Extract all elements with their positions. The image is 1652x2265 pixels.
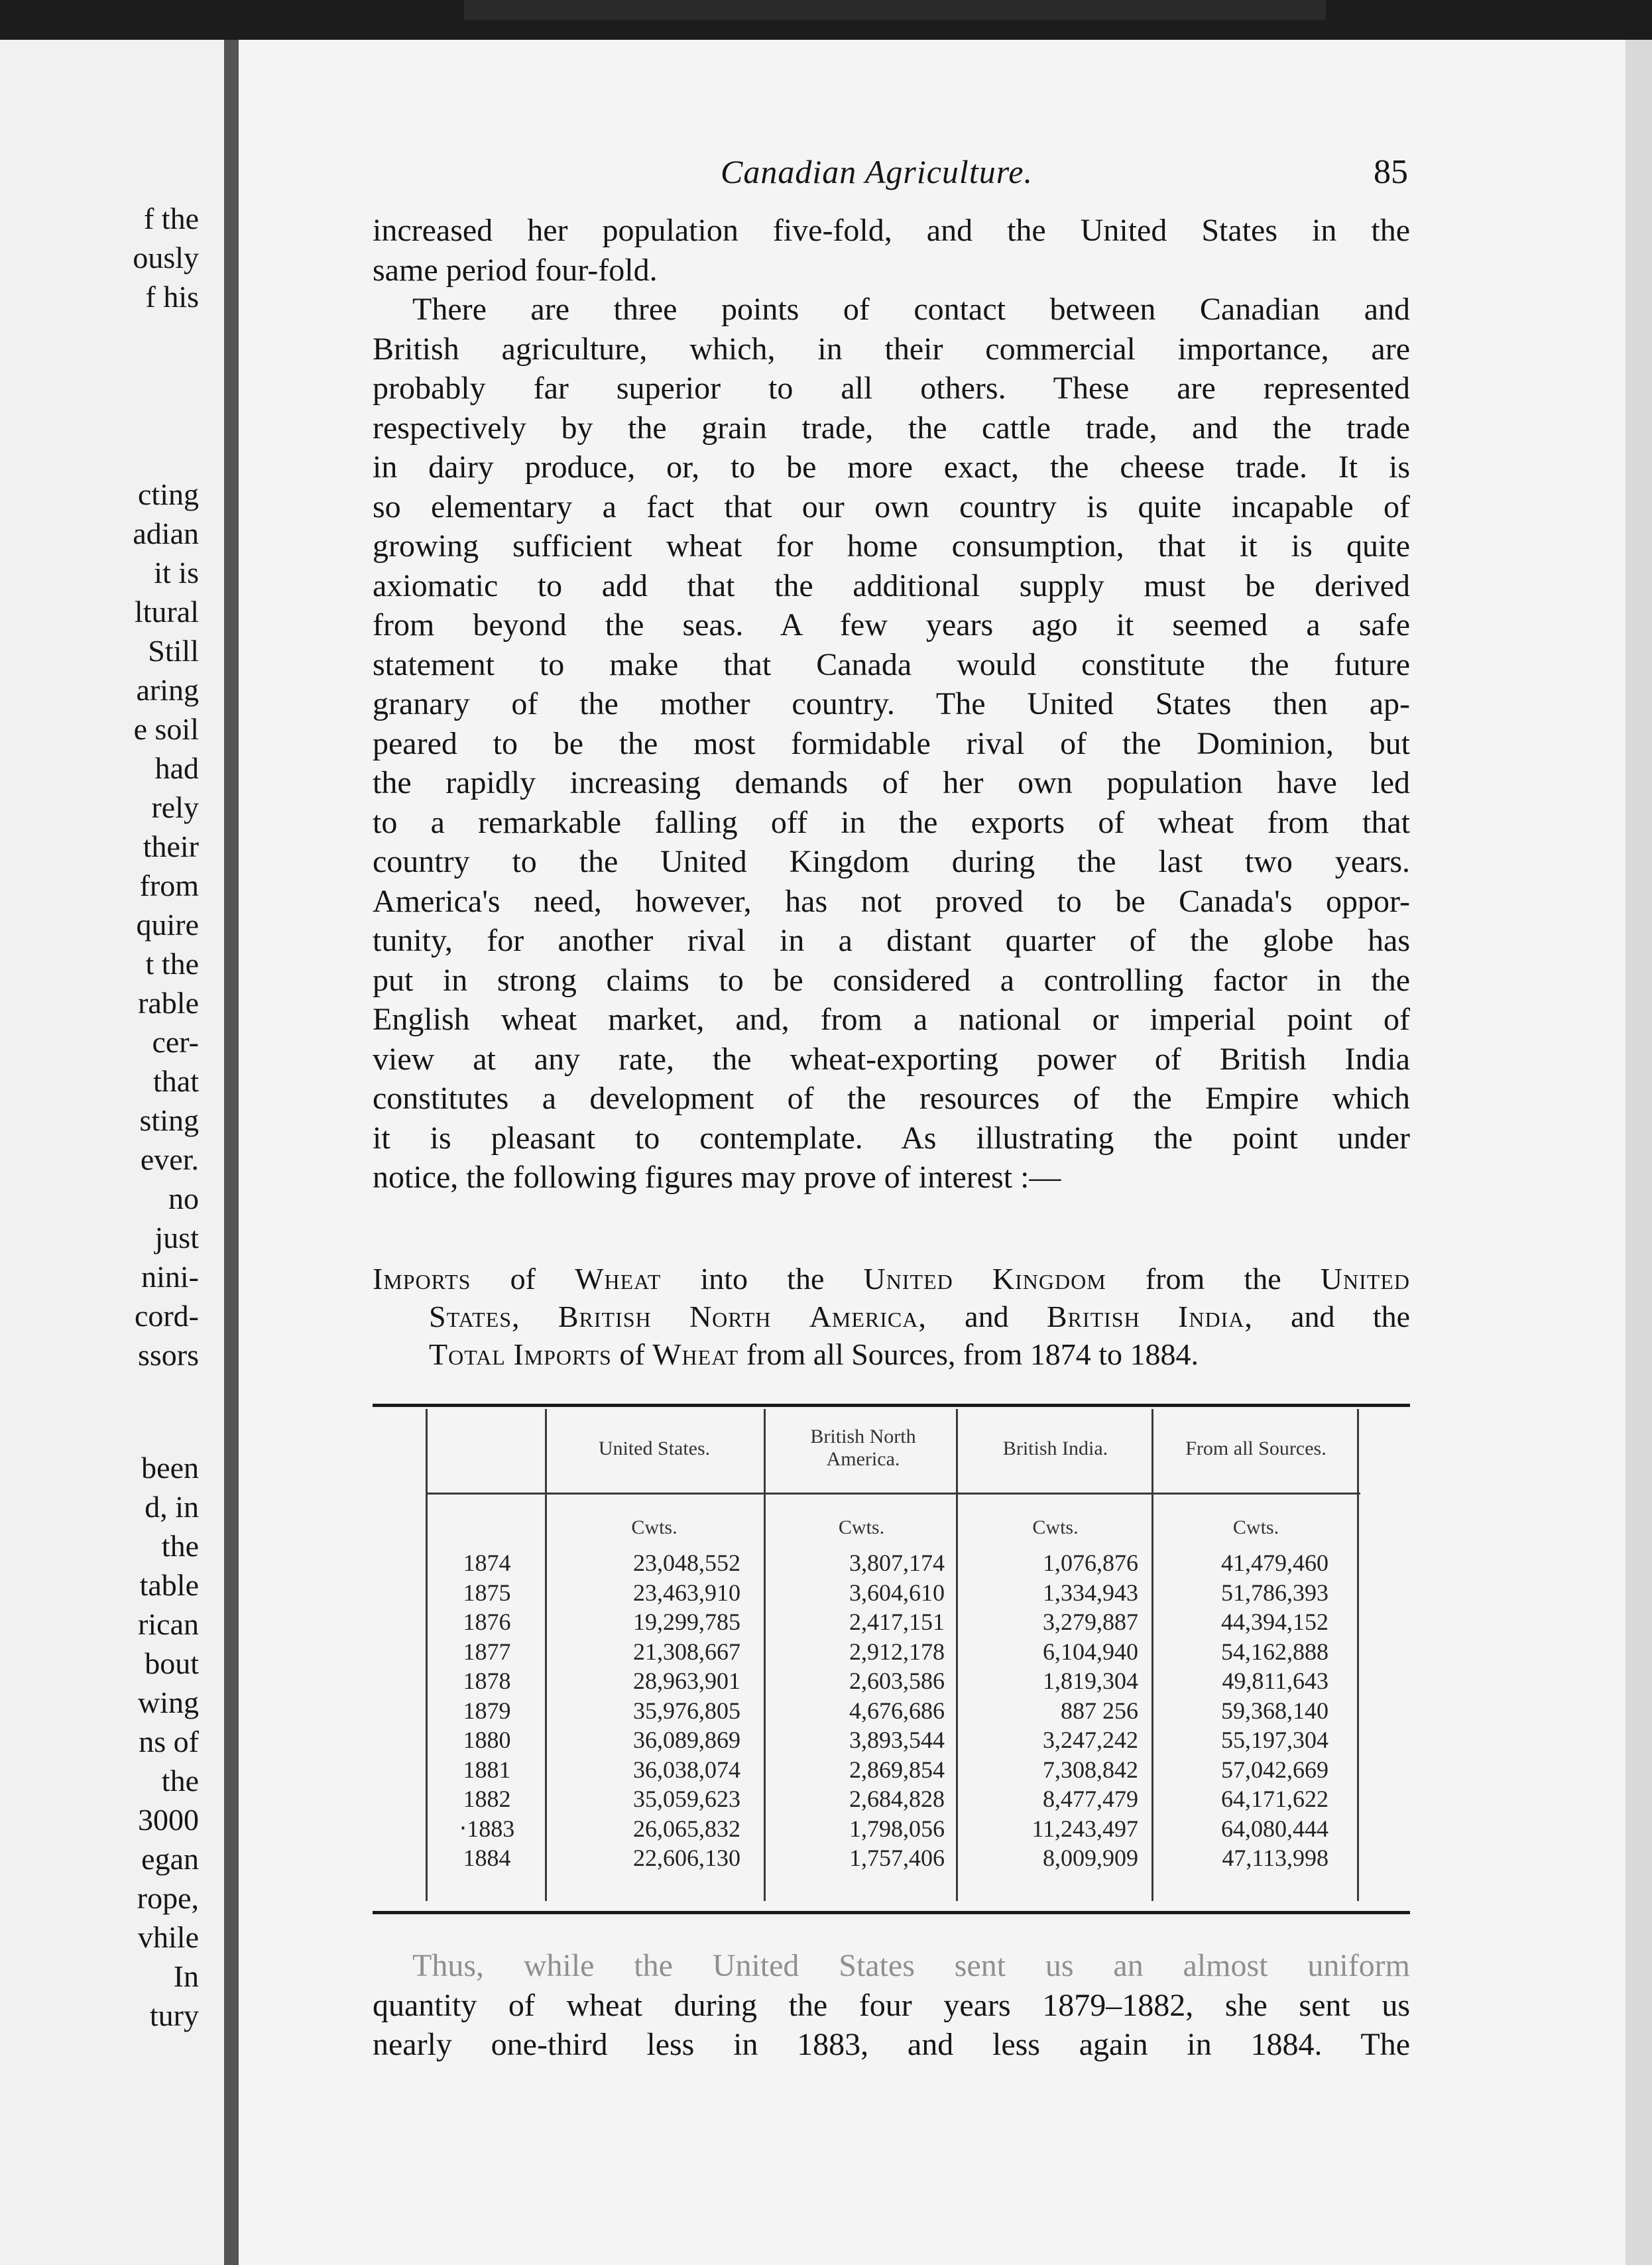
- table-value-cell: 51,786,393: [1221, 1579, 1328, 1606]
- table-column-rule: [956, 1409, 958, 1901]
- table-value-cell: 44,394,152: [1221, 1609, 1328, 1635]
- text-line: in dairy produce, or, to be more exact, the cheese trade. It is: [373, 450, 1410, 485]
- table-value-cell: 2,869,854: [849, 1756, 945, 1783]
- table-value-cell: 47,113,998: [1222, 1845, 1328, 1871]
- table-header-rule: [426, 1493, 1360, 1495]
- left-page-line: d, in: [145, 1490, 199, 1524]
- table-value-cell: 3,604,610: [849, 1579, 945, 1606]
- text-line: British agriculture, which, in their commercial importance, are: [373, 331, 1410, 367]
- text-line: increased her population five-fold, and the United States in the: [373, 213, 1410, 248]
- left-page-line: e soil: [133, 712, 199, 746]
- left-page-line: ously: [133, 241, 199, 275]
- left-page-line: rican: [138, 1607, 199, 1641]
- table-value-cell: 3,279,887: [1043, 1609, 1138, 1635]
- left-page-line: that: [153, 1064, 199, 1098]
- table-year-cell: 1880: [463, 1727, 511, 1753]
- table-year-cell: 1882: [463, 1786, 511, 1812]
- caption-line: States, British North America, and British India, and the: [429, 1300, 1411, 1333]
- left-page-line: had: [154, 751, 199, 785]
- table-value-cell: 23,463,910: [633, 1579, 740, 1606]
- table-value-cell: 887 256: [1061, 1697, 1138, 1724]
- table-value-cell: 1,819,304: [1043, 1668, 1138, 1694]
- table-top-rule: [373, 1404, 1410, 1407]
- text-line: respectively by the grain trade, the cattle trade, and the trade: [373, 410, 1410, 446]
- left-page-line: it is: [154, 556, 199, 589]
- table-value-cell: 57,042,669: [1221, 1756, 1328, 1783]
- table-value-cell: 35,059,623: [633, 1786, 740, 1812]
- left-page-line: sting: [139, 1103, 199, 1137]
- left-page-line: their: [143, 829, 199, 863]
- text-line-faded: Thus, while the United States sent us an almost uniform: [412, 1948, 1410, 1983]
- text-line: growing sufficient wheat for home consumption, that it is quite: [373, 528, 1410, 564]
- left-page-line: ssors: [137, 1338, 199, 1372]
- table-column-rule: [545, 1409, 547, 1901]
- left-page-line: just: [154, 1221, 199, 1255]
- left-page-line: f his: [145, 280, 199, 314]
- table-column-rule: [1357, 1409, 1359, 1901]
- left-page-line: vhile: [138, 1920, 199, 1954]
- table-value-cell: 36,089,869: [633, 1727, 740, 1753]
- table-value-cell: 2,912,178: [849, 1638, 945, 1665]
- table-value-cell: 11,243,497: [1032, 1815, 1138, 1842]
- table-value-cell: 3,807,174: [849, 1550, 945, 1576]
- left-page-line: rely: [151, 790, 199, 824]
- header-british-india: British India.: [1002, 1438, 1108, 1459]
- header-all-sources: From all Sources.: [1185, 1438, 1327, 1459]
- text-line: from beyond the seas. A few years ago it seemed a safe: [373, 607, 1410, 643]
- table-year-cell: 1884: [463, 1845, 511, 1871]
- table-value-cell: 26,065,832: [633, 1815, 740, 1842]
- table-value-cell: 64,171,622: [1221, 1786, 1328, 1812]
- table-value-cell: 1,798,056: [849, 1815, 945, 1842]
- table-year-cell: 1879: [463, 1697, 511, 1724]
- table-year-cell: 1875: [463, 1579, 511, 1606]
- table-year-cell: 1874: [463, 1550, 511, 1576]
- table-year-cell: 1877: [463, 1638, 511, 1665]
- page-number: 85: [1374, 153, 1408, 191]
- left-page-line: egan: [141, 1842, 199, 1876]
- wheat-imports-table: [426, 1409, 1360, 1901]
- left-page-line: ltural: [134, 595, 199, 629]
- table-value-cell: 55,197,304: [1221, 1727, 1328, 1753]
- text-line: view at any rate, the wheat-exporting power of British India: [373, 1041, 1410, 1077]
- table-value-cell: 21,308,667: [633, 1638, 740, 1665]
- left-page-line: the: [161, 1529, 199, 1563]
- left-page-line: no: [168, 1182, 199, 1215]
- caption-line: Total Imports of Wheat from all Sources, from 1874 to 1884.: [429, 1337, 1199, 1371]
- table-value-cell: 19,299,785: [633, 1609, 740, 1635]
- table-column-rule: [764, 1409, 766, 1901]
- left-page-line: quire: [136, 908, 199, 942]
- table-value-cell: 1,076,876: [1043, 1550, 1138, 1576]
- opening-paragraph: [373, 211, 1410, 290]
- left-page-line: rable: [138, 986, 199, 1020]
- text-line: tunity, for another rival in a distant quarter of the globe has: [373, 923, 1410, 958]
- left-page-line: t the: [145, 947, 199, 981]
- table-column-rule: [426, 1409, 428, 1901]
- table-value-cell: 28,963,901: [633, 1668, 740, 1694]
- left-page-line: nini-: [141, 1260, 199, 1294]
- left-page-line: tury: [149, 1998, 199, 2032]
- table-value-cell: 7,308,842: [1043, 1756, 1138, 1783]
- table-value-cell: 23,048,552: [633, 1550, 740, 1576]
- main-paragraph: [373, 290, 1410, 1197]
- left-page-fragment: [0, 40, 224, 2265]
- table-value-cell: 41,479,460: [1221, 1550, 1328, 1576]
- text-line: quantity of wheat during the four years 1879–1882, she sent us: [373, 1987, 1410, 2023]
- table-value-cell: 36,038,074: [633, 1756, 740, 1783]
- left-page-line: been: [141, 1451, 199, 1485]
- running-head: Canadian Agriculture.: [721, 153, 1033, 190]
- text-line: peared to be the most formidable rival of the Dominion, but: [373, 725, 1410, 761]
- table-value-cell: 8,009,909: [1043, 1845, 1138, 1871]
- text-line: statement to make that Canada would constitute the future: [373, 646, 1410, 682]
- table-column-rule: [1151, 1409, 1153, 1901]
- table-value-cell: 1,334,943: [1043, 1579, 1138, 1606]
- left-page-line: rope,: [137, 1881, 199, 1915]
- left-page-line: In: [173, 1959, 199, 1993]
- text-line: nearly one-third less in 1883, and less again in 1884. The: [373, 2027, 1410, 2062]
- table-value-cell: 2,417,151: [849, 1609, 945, 1635]
- unit-label: Cwts.: [1032, 1516, 1079, 1538]
- text-line: English wheat market, and, from a national or imperial point of: [373, 1002, 1410, 1037]
- text-line: it is pleasant to contemplate. As illustrating the point under: [373, 1120, 1410, 1156]
- left-page-line: the: [161, 1764, 199, 1798]
- table-value-cell: 4,676,686: [849, 1697, 945, 1724]
- table-year-cell: ‧1883: [459, 1815, 515, 1842]
- table-value-cell: 54,162,888: [1221, 1638, 1328, 1665]
- unit-label: Cwts.: [631, 1516, 678, 1538]
- text-line: to a remarkable falling off in the exports of wheat from that: [373, 804, 1410, 840]
- scan-top-edge: [464, 0, 1326, 20]
- text-line: country to the United Kingdom during the last two years.: [373, 844, 1410, 879]
- left-page-line: wing: [138, 1685, 199, 1719]
- left-page-line: Still: [148, 634, 199, 668]
- table-caption: [373, 1260, 1410, 1373]
- table-value-cell: 3,893,544: [849, 1727, 945, 1753]
- left-page-line: cting: [138, 477, 199, 511]
- left-page-line: cer-: [152, 1025, 199, 1059]
- table-value-cell: 49,811,643: [1222, 1668, 1328, 1694]
- text-line: the rapidly increasing demands of her own population have led: [373, 765, 1410, 800]
- left-page-line: bout: [145, 1646, 199, 1680]
- text-line: America's need, however, has not proved to be Canada's oppor-: [373, 883, 1410, 919]
- text-line: notice, the following figures may prove of interest :—: [373, 1160, 1061, 1195]
- left-page-line: adian: [133, 517, 199, 550]
- left-page-line: f the: [143, 202, 199, 235]
- text-line: so elementary a fact that our own country is quite incapable of: [373, 489, 1410, 524]
- left-page-line: ns of: [139, 1725, 199, 1758]
- table-value-cell: 22,606,130: [633, 1845, 740, 1871]
- left-page-line: table: [139, 1568, 199, 1602]
- table-year-cell: 1881: [463, 1756, 511, 1783]
- text-line: [373, 1946, 1410, 1986]
- table-value-cell: 8,477,479: [1043, 1786, 1138, 1812]
- unit-label: Cwts.: [1232, 1516, 1279, 1538]
- table-value-cell: 2,603,586: [849, 1668, 945, 1694]
- left-page-line: aring: [136, 673, 199, 707]
- table-value-cell: 59,368,140: [1221, 1697, 1328, 1724]
- text-line: granary of the mother country. The United States then ap-: [373, 686, 1410, 721]
- text-line: axiomatic to add that the additional supply must be derived: [373, 568, 1410, 603]
- table-value-cell: 1,757,406: [849, 1845, 945, 1871]
- table-bottom-rule: [373, 1911, 1410, 1914]
- page-edge: [1625, 40, 1652, 2265]
- left-page-line: 3000: [138, 1803, 199, 1837]
- text-line: probably far superior to all others. These are represented: [373, 371, 1410, 406]
- table-value-cell: 2,684,828: [849, 1786, 945, 1812]
- header-united-states: United States.: [598, 1438, 711, 1459]
- unit-label: Cwts.: [838, 1516, 885, 1538]
- closing-paragraph: [373, 1946, 1410, 2065]
- text-line: put in strong claims to be considered a controlling factor in the: [373, 962, 1410, 998]
- text-line: There are three points of contact between Canadian and: [412, 292, 1410, 327]
- book-gutter: [224, 40, 239, 2265]
- left-page-line: from: [139, 869, 199, 902]
- left-page-line: ever.: [140, 1142, 199, 1176]
- left-page-line: cord-: [134, 1299, 199, 1333]
- table-value-cell: 6,104,940: [1043, 1638, 1138, 1665]
- table-value-cell: 3,247,242: [1043, 1727, 1138, 1753]
- table-year-cell: 1878: [463, 1668, 511, 1694]
- caption-line: Imports of Wheat into the United Kingdom from the United: [373, 1262, 1411, 1296]
- text-line: constitutes a development of the resources of the Empire which: [373, 1081, 1410, 1116]
- table-year-cell: 1876: [463, 1609, 511, 1635]
- table-value-cell: 35,976,805: [633, 1697, 740, 1724]
- text-line: same period four-fold.: [373, 252, 658, 288]
- header-british-north-america: British North America.: [810, 1426, 916, 1470]
- table-value-cell: 64,080,444: [1221, 1815, 1328, 1842]
